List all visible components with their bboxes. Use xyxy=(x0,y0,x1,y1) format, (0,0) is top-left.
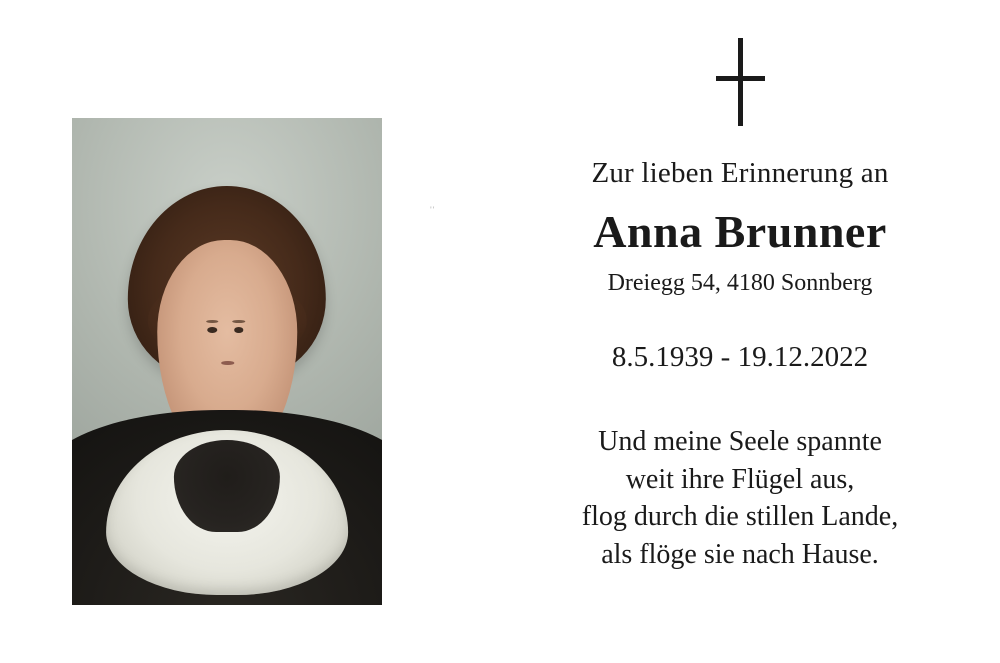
verse-line-1: Und meine Seele spannte xyxy=(598,425,882,457)
lead-text: Zur lieben Erinnerung an xyxy=(591,157,889,189)
eye-right xyxy=(234,327,244,333)
verse-line-4: als flöge sie nach Hause. xyxy=(601,538,879,570)
verse-line-2: weit ihre Flügel aus, xyxy=(625,463,855,495)
memorial-verse xyxy=(520,423,960,573)
portrait-photo xyxy=(72,118,382,605)
portrait-image xyxy=(72,118,382,605)
mouth xyxy=(221,361,234,365)
cross-icon xyxy=(710,38,770,126)
eyebrow-right xyxy=(233,320,246,323)
scan-artifact: '' xyxy=(430,205,436,215)
eyebrow-left xyxy=(206,320,219,323)
address-text: Dreiegg 54, 4180 Sonnberg xyxy=(607,270,873,297)
cross-vertical-bar xyxy=(738,38,743,126)
verse-line-3: flog durch die stillen Lande, xyxy=(581,501,899,533)
deceased-name: Anna Brunner xyxy=(593,205,887,257)
memorial-text-block xyxy=(520,20,960,573)
life-dates: 8.5.1939 - 19.12.2022 xyxy=(611,341,869,374)
cross-horizontal-bar xyxy=(716,76,765,81)
eye-left xyxy=(207,327,217,333)
